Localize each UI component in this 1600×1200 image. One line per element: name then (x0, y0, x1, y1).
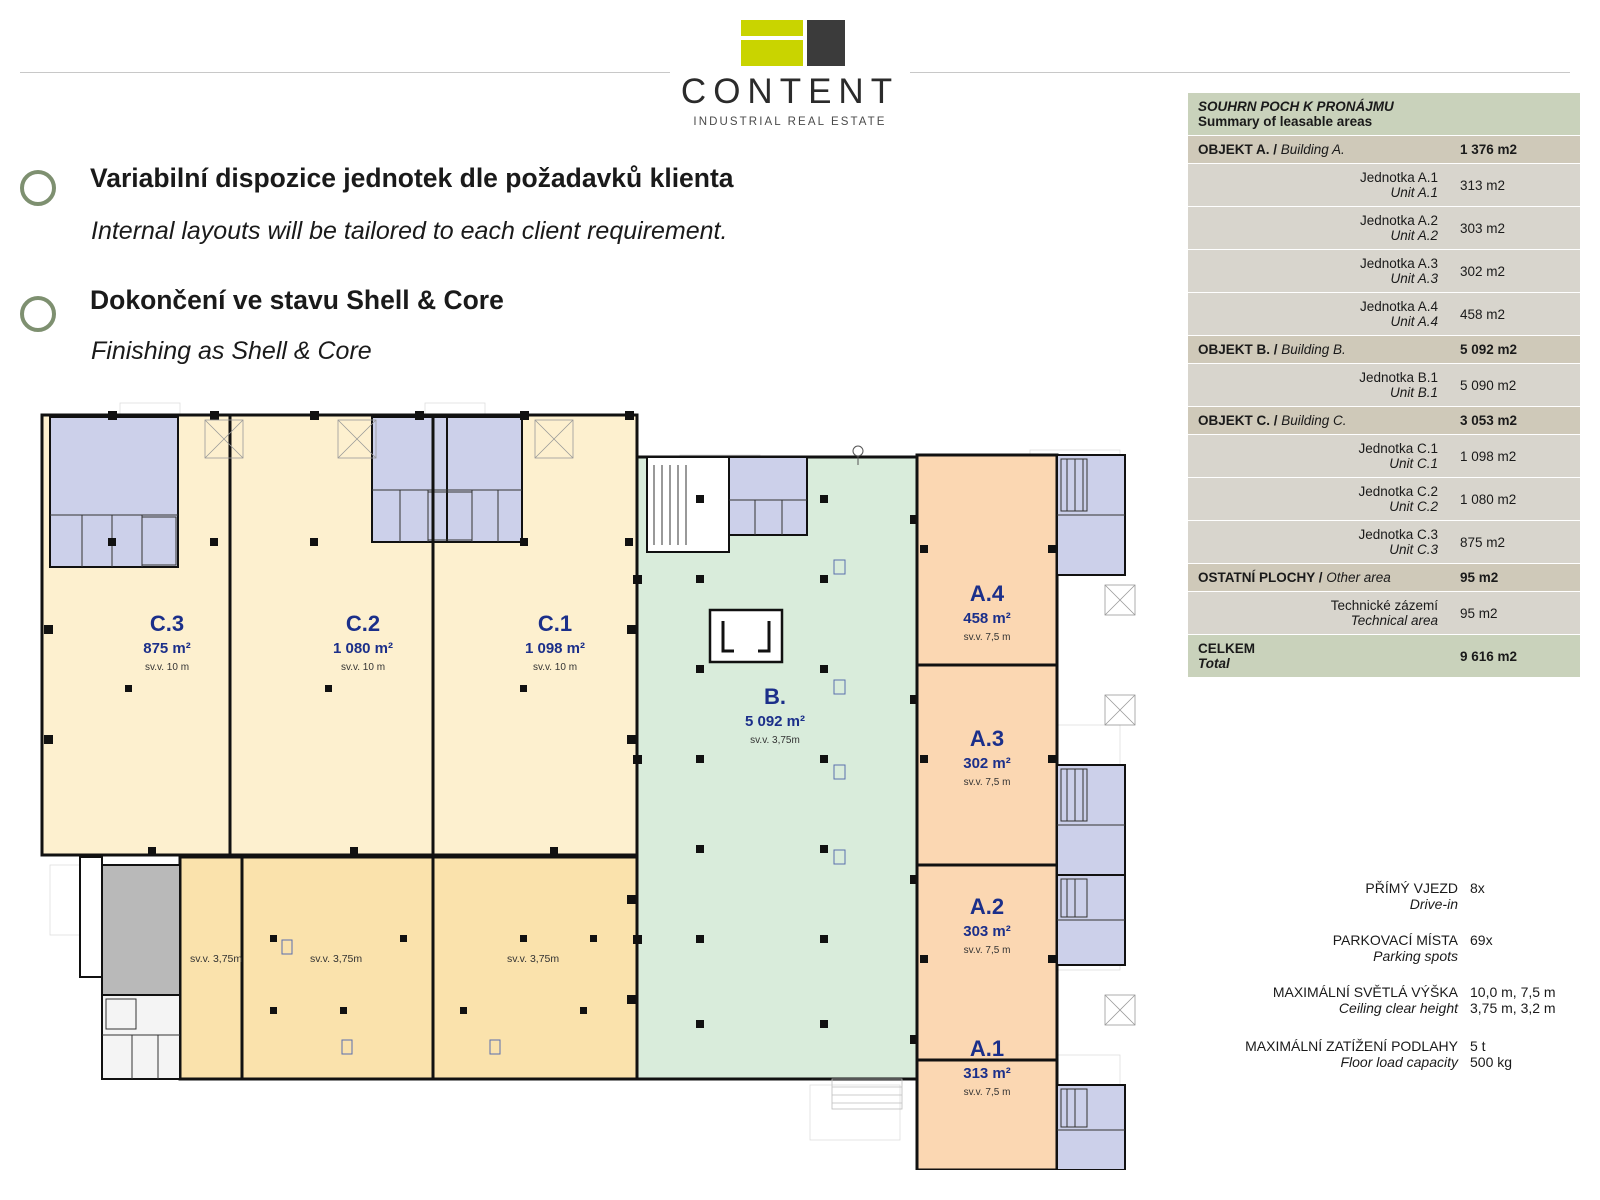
unit-area: 458 m² (963, 609, 1011, 627)
row-value: 1 376 m2 (1460, 142, 1518, 157)
table-row-unit-a1 (1188, 164, 1580, 207)
stat-label-cz: PŘÍMÝ VJEZD (1365, 880, 1458, 896)
stat-value: 8x (1470, 880, 1485, 896)
row-label-cz: Jednotka B.1 (1359, 370, 1438, 385)
stat-value: 69x (1470, 932, 1493, 948)
table-row-unit-b1 (1188, 364, 1580, 407)
row-label-cz: Jednotka A.2 (1359, 213, 1438, 228)
row-label-cz: OSTATNÍ PLOCHY / (1198, 570, 1327, 585)
unit-height: sv.v. 7,5 m (963, 945, 1011, 957)
unit-label-c2 (308, 610, 418, 675)
table-row-unit-a3 (1188, 250, 1580, 293)
row-label-en: Unit A.4 (1390, 314, 1438, 329)
row-label-cz: OBJEKT A. / (1198, 142, 1281, 157)
row-value: 302 m2 (1460, 263, 1506, 279)
row-value: 458 m2 (1460, 306, 1506, 322)
header-divider-left (20, 72, 670, 73)
row-label-en: Building A. (1280, 142, 1345, 157)
unit-name: A.3 (969, 726, 1005, 751)
unit-name: C.2 (345, 611, 381, 636)
bullet-subtitle-1: Internal layouts will be tailored to each client requirement. (91, 217, 728, 245)
unit-area: 302 m² (963, 754, 1011, 772)
unit-label-a1 (932, 1035, 1042, 1100)
stat-value: 5 t (1470, 1038, 1486, 1054)
row-label-en: Unit C.3 (1389, 542, 1438, 557)
row-value: 9 616 m2 (1460, 648, 1518, 664)
row-value: 875 m2 (1460, 534, 1506, 550)
table-row-unit-c2 (1188, 478, 1580, 521)
row-label-cz: OBJEKT B. / (1198, 342, 1282, 357)
table-header-row (1188, 93, 1580, 136)
stat-label-en: Drive-in (1409, 896, 1458, 912)
table-row-unit-c1 (1188, 435, 1580, 478)
row-label-en: Other area (1326, 570, 1391, 585)
bullet-subtitle-2: Finishing as Shell & Core (91, 337, 372, 365)
lower-height-3: sv.v. 3,75m (507, 953, 560, 965)
table-header-cz: SOUHRN POCH K PRONÁJMU (1198, 99, 1394, 114)
row-label-en: Unit A.1 (1390, 185, 1438, 200)
unit-height: sv.v. 10 m (340, 662, 386, 674)
stat-label-cz: MAXIMÁLNÍ SVĚTLÁ VÝŠKA (1272, 984, 1458, 1000)
unit-area: 875 m² (143, 639, 191, 657)
row-value: 95 m2 (1460, 570, 1499, 585)
row-label-en: Unit A.3 (1390, 271, 1438, 286)
unit-label-a3 (932, 725, 1042, 790)
stat-parking-spots (1188, 932, 1580, 964)
bullet-title-1: Variabilní dispozice jednotek dle požadavků klienta (90, 163, 734, 193)
row-label-cz: Jednotka C.2 (1358, 484, 1438, 499)
unit-name: B. (764, 684, 786, 709)
table-row-unit-a4 (1188, 293, 1580, 336)
stat-label-cz: MAXIMÁLNÍ ZATÍŽENÍ PODLAHY (1245, 1038, 1458, 1054)
bullet-ring-icon-2 (20, 296, 56, 332)
stat-value-secondary: 3,75 m, 3,2 m (1470, 1000, 1556, 1016)
unit-name: A.1 (969, 1036, 1005, 1061)
unit-area: 5 092 m² (744, 712, 806, 730)
row-label-cz: Jednotka C.1 (1358, 441, 1438, 456)
row-label-cz: Technické zázemí (1330, 598, 1438, 613)
unit-label-b (720, 683, 830, 748)
row-label-cz: Jednotka C.3 (1358, 527, 1438, 542)
stat-value-secondary: 500 kg (1470, 1054, 1513, 1070)
bullet-title-2: Dokončení ve stavu Shell & Core (90, 285, 504, 315)
table-row-building-b (1188, 336, 1580, 364)
table-row-unit-a2 (1188, 207, 1580, 250)
row-label-cz: Jednotka A.4 (1359, 299, 1438, 314)
unit-area: 303 m² (963, 922, 1011, 940)
lower-height-2: sv.v. 3,75m (310, 953, 363, 965)
row-value: 5 092 m2 (1460, 342, 1518, 357)
table-row-unit-c3 (1188, 521, 1580, 564)
unit-height: sv.v. 10 m (144, 662, 190, 674)
logo-mark-icon (705, 20, 875, 66)
unit-name: A.4 (969, 581, 1005, 606)
row-label-cz: Jednotka A.3 (1359, 256, 1438, 271)
lower-height-1: sv.v. 3,75m (190, 953, 243, 965)
row-value: 313 m2 (1460, 177, 1506, 193)
row-label-en: Building B. (1281, 342, 1346, 357)
logo-tagline: INDUSTRIAL REAL ESTATE (693, 116, 887, 128)
stat-label-en: Ceiling clear height (1338, 1000, 1458, 1016)
row-value: 3 053 m2 (1460, 413, 1518, 428)
table-row-building-a (1188, 136, 1580, 164)
unit-height: sv.v. 10 m (532, 662, 578, 674)
unit-height: sv.v. 3,75m (750, 735, 800, 747)
row-value: 95 m2 (1460, 605, 1498, 621)
stat-label-cz: PARKOVACÍ MÍSTA (1332, 932, 1458, 948)
table-header-en: Summary of leasable areas (1198, 114, 1373, 129)
row-label-en: Unit C.1 (1389, 456, 1438, 471)
unit-area: 1 098 m² (524, 639, 586, 657)
stats-block (1188, 880, 1580, 1090)
unit-name: A.2 (969, 894, 1005, 919)
row-label-en: Building C. (1281, 413, 1347, 428)
stat-value: 10,0 m, 7,5 m (1470, 984, 1556, 1000)
stat-ceiling-height (1188, 984, 1580, 1016)
unit-label-c3 (112, 610, 222, 675)
table-row-total (1188, 635, 1580, 678)
logo-name: CONTENT (680, 72, 900, 111)
row-value: 303 m2 (1460, 220, 1506, 236)
row-label-en: Unit C.2 (1389, 499, 1438, 514)
unit-area: 1 080 m² (332, 639, 394, 657)
row-label-en: Technical area (1350, 613, 1438, 628)
unit-area: 313 m² (963, 1064, 1011, 1082)
unit-name: C.1 (537, 611, 573, 636)
floor-plan (20, 395, 1170, 1170)
unit-height: sv.v. 7,5 m (963, 632, 1011, 644)
unit-label-a4 (932, 580, 1042, 645)
table-row-other-area (1188, 564, 1580, 592)
row-label-cz: OBJEKT C. / (1198, 413, 1282, 428)
unit-label-a2 (932, 893, 1042, 958)
company-logo (680, 20, 900, 128)
table-row-building-c (1188, 407, 1580, 435)
row-label-en: Unit B.1 (1389, 385, 1438, 400)
bullet-ring-icon-1 (20, 170, 56, 206)
stat-label-en: Parking spots (1373, 948, 1458, 964)
stat-label-en: Floor load capacity (1340, 1054, 1458, 1070)
summary-table (1188, 93, 1580, 678)
row-value: 1 098 m2 (1460, 448, 1517, 464)
row-label-cz: Jednotka A.1 (1359, 170, 1438, 185)
row-label-cz: CELKEM (1198, 641, 1255, 656)
row-value: 1 080 m2 (1460, 491, 1517, 507)
unit-height: sv.v. 7,5 m (963, 1087, 1011, 1099)
header-divider-right (910, 72, 1570, 73)
stat-floor-load (1188, 1038, 1580, 1070)
row-label-en: Unit A.2 (1390, 228, 1438, 243)
row-label-en: Total (1198, 656, 1230, 671)
stat-drive-in (1188, 880, 1580, 912)
table-row-technical-area (1188, 592, 1580, 635)
row-value: 5 090 m2 (1460, 377, 1517, 393)
unit-name: C.3 (149, 611, 185, 636)
unit-height: sv.v. 7,5 m (963, 777, 1011, 789)
unit-label-c1 (500, 610, 610, 675)
